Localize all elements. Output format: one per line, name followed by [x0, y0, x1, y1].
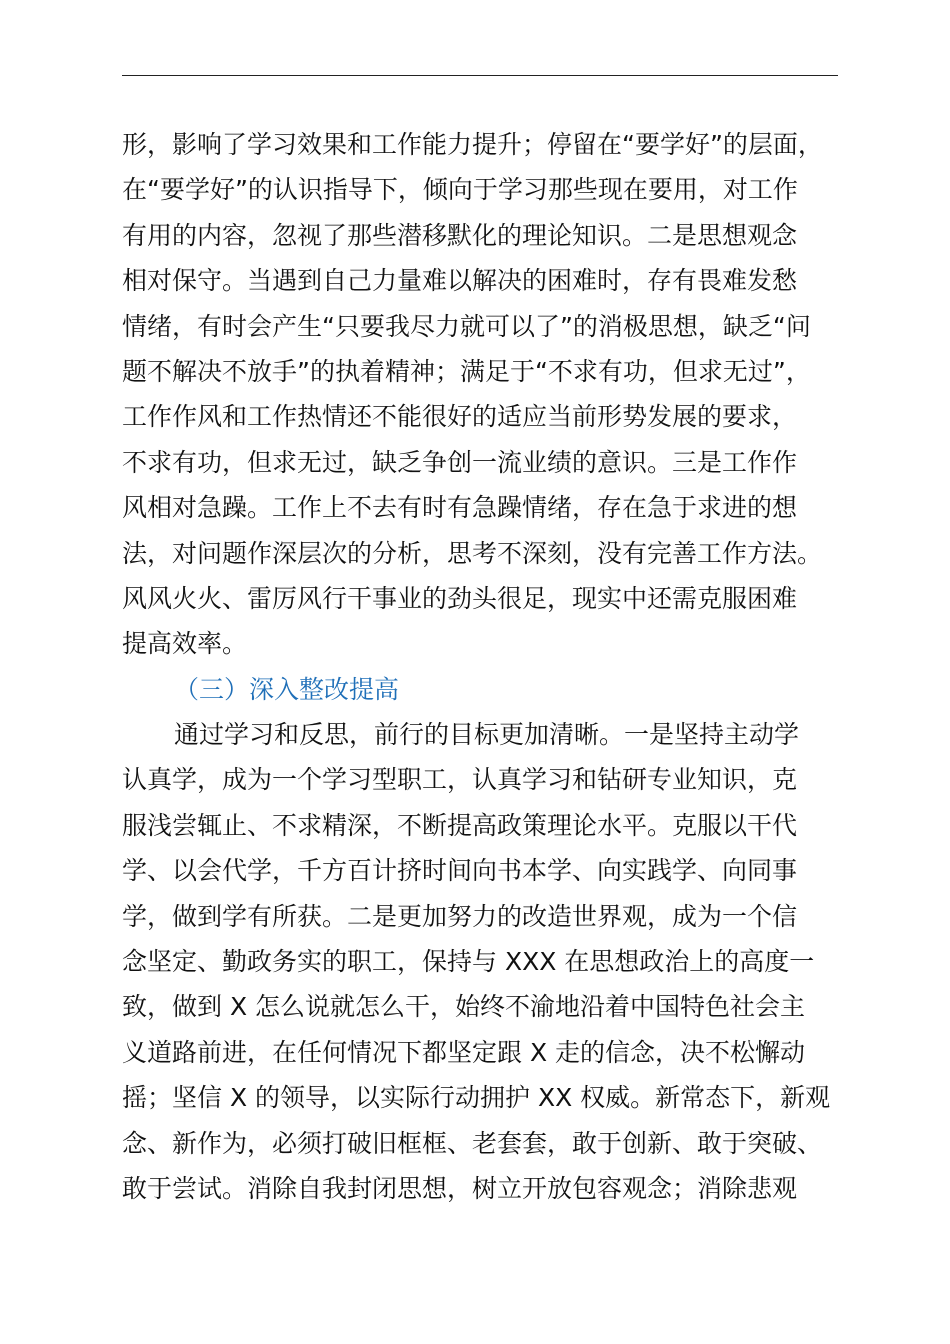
text-line: 提高效率。: [122, 629, 248, 659]
header-rule: [122, 75, 838, 76]
text-line: 义道路前进，在任何情况下都坚定跟 X 走的信念，决不松懈动: [122, 1037, 806, 1067]
section-heading: （三）深入整改提高: [174, 674, 400, 704]
text-line: 相对保守。当遇到自己力量难以解决的困难时，存有畏难发愁: [122, 266, 798, 296]
text-line: 致，做到 X 怎么说就怎么干，始终不渝地沿着中国特色社会主: [122, 992, 806, 1022]
text-line: 学、以会代学，千方百计挤时间向书本学、向实践学、向同事: [122, 856, 798, 886]
text-line: 法，对问题作深层次的分析，思考不深刻，没有完善工作方法。: [122, 538, 823, 568]
text-line: 学，做到学有所获。二是更加努力的改造世界观，成为一个信: [122, 901, 798, 931]
text-line: 情绪，有时会产生“只要我尽力就可以了”的消极思想，缺乏“问: [122, 311, 811, 341]
text-line: 风相对急躁。工作上不去有时有急躁情绪，存在急于求进的想: [122, 493, 798, 523]
text-line: 念、新作为，必须打破旧框框、老套套，敢于创新、敢于突破、: [122, 1128, 823, 1158]
paragraph-first-line: 通过学习和反思，前行的目标更加清晰。一是坚持主动学: [174, 720, 800, 750]
text-line: 有用的内容，忽视了那些潜移默化的理论知识。二是思想观念: [122, 220, 798, 250]
text-line: 不求有功，但求无过，缺乏争创一流业绩的意识。三是工作作: [122, 447, 798, 477]
text-line: 摇；坚信 X 的领导，以实际行动拥护 XX 权威。新常态下，新观: [122, 1083, 831, 1113]
text-line: 在“要学好”的认识指导下，倾向于学习那些现在要用，对工作: [122, 175, 798, 205]
text-line: 念坚定、勤政务实的职工，保持与 XXX 在思想政治上的高度一: [122, 947, 815, 977]
text-line: 风风火火、雷厉风行干事业的劲头很足，现实中还需克服困难: [122, 583, 798, 613]
text-line: 服浅尝辄止、不求精深，不断提高政策理论水平。克服以干代: [122, 810, 798, 840]
text-line: 认真学，成为一个学习型职工，认真学习和钻研专业知识，克: [122, 765, 798, 795]
text-line: 形，影响了学习效果和工作能力提升；停留在“要学好”的层面，: [122, 130, 823, 159]
text-line: 工作作风和工作热情还不能很好的适应当前形势发展的要求，: [122, 402, 798, 432]
document-body: [122, 122, 862, 1211]
text-line: 敢于尝试。消除自我封闭思想，树立开放包容观念；消除悲观: [122, 1173, 798, 1203]
text-line: 题不解决不放手”的执着精神；满足于“不求有功，但求无过”，: [122, 356, 811, 386]
